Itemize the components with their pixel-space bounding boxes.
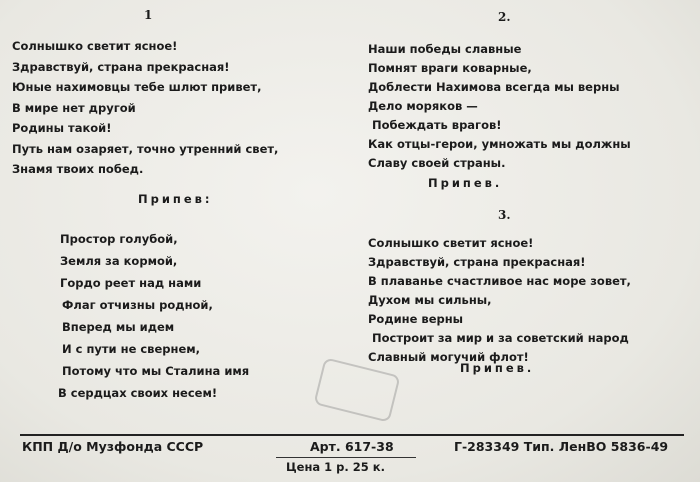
verse-3 [368, 234, 631, 367]
footer-divider [20, 434, 684, 436]
verse-2-line: Славу своей страны. [368, 156, 506, 170]
chorus-line: Флаг отчизны родной, [62, 298, 213, 312]
verse-3-line: Построит за мир и за советский народ [372, 331, 629, 345]
verse-2-line: Побеждать врагов! [372, 118, 502, 132]
price-divider [276, 457, 416, 458]
verse-1-line: Знамя твоих побед. [12, 162, 144, 176]
verse-3-line: Здравствуй, страна прекрасная! [368, 255, 586, 269]
chorus-line: Земля за кормой, [60, 254, 178, 268]
verse-2-line: Как отцы-герои, умножать мы должны [368, 137, 631, 151]
verse-1-line: В мире нет другой [12, 100, 136, 115]
chorus [58, 228, 249, 404]
verse-3-line: Солнышко светит ясное! [368, 236, 534, 250]
chorus-line: В сердцах своих несем! [58, 386, 218, 400]
chorus-line: И с пути не свернем, [62, 342, 201, 356]
chorus-line: Вперед мы идем [62, 320, 175, 334]
verse-1 [12, 36, 278, 180]
chorus-heading-2: Припев. [428, 176, 503, 190]
verse-1-number: 1 [144, 8, 153, 22]
chorus-line: Простор голубой, [60, 232, 178, 246]
verse-2-line: Доблести Нахимова всегда мы верны [368, 80, 620, 94]
printing-info: Г-283349 Тип. ЛенВО 5836-49 [454, 439, 669, 454]
verse-3-line: В плаванье счастливое нас море зовет, [368, 274, 631, 288]
verse-1-line: Юные нахимовцы тебе шлют привет, [12, 80, 262, 94]
price: Цена 1 р. 25 к. [286, 460, 385, 474]
library-stamp [313, 357, 400, 422]
verse-1-line: Солнышко светит ясное! [12, 39, 178, 53]
verse-3-line: Славный могучий флот! [368, 350, 529, 364]
verse-3-number: 3. [498, 208, 511, 222]
verse-1-line: Родины такой! [12, 121, 112, 135]
publisher-imprint: КПП Д/о Музфонда СССР [22, 439, 204, 454]
verse-2-number: 2. [498, 10, 511, 24]
verse-3-line: Духом мы сильны, [368, 293, 492, 307]
chorus-line: Гордо реет над нами [60, 276, 202, 290]
verse-2-line: Наши победы славные [368, 42, 522, 56]
verse-1-line: Здравствуй, страна прекрасная! [12, 59, 230, 74]
chorus-heading: Припев: [138, 192, 213, 206]
chorus-heading-3: Припев. [460, 361, 535, 375]
verse-3-line: Родине верны [368, 312, 464, 326]
chorus-line: Потому что мы Сталина имя [62, 364, 250, 378]
verse-2 [368, 40, 631, 173]
verse-2-line: Дело моряков — [368, 99, 478, 113]
verse-2-line: Помнят враги коварные, [368, 61, 532, 75]
article-number: Арт. 617-38 [310, 439, 394, 454]
verse-1-line: Путь нам озаряет, точно утренний свет, [12, 141, 279, 156]
